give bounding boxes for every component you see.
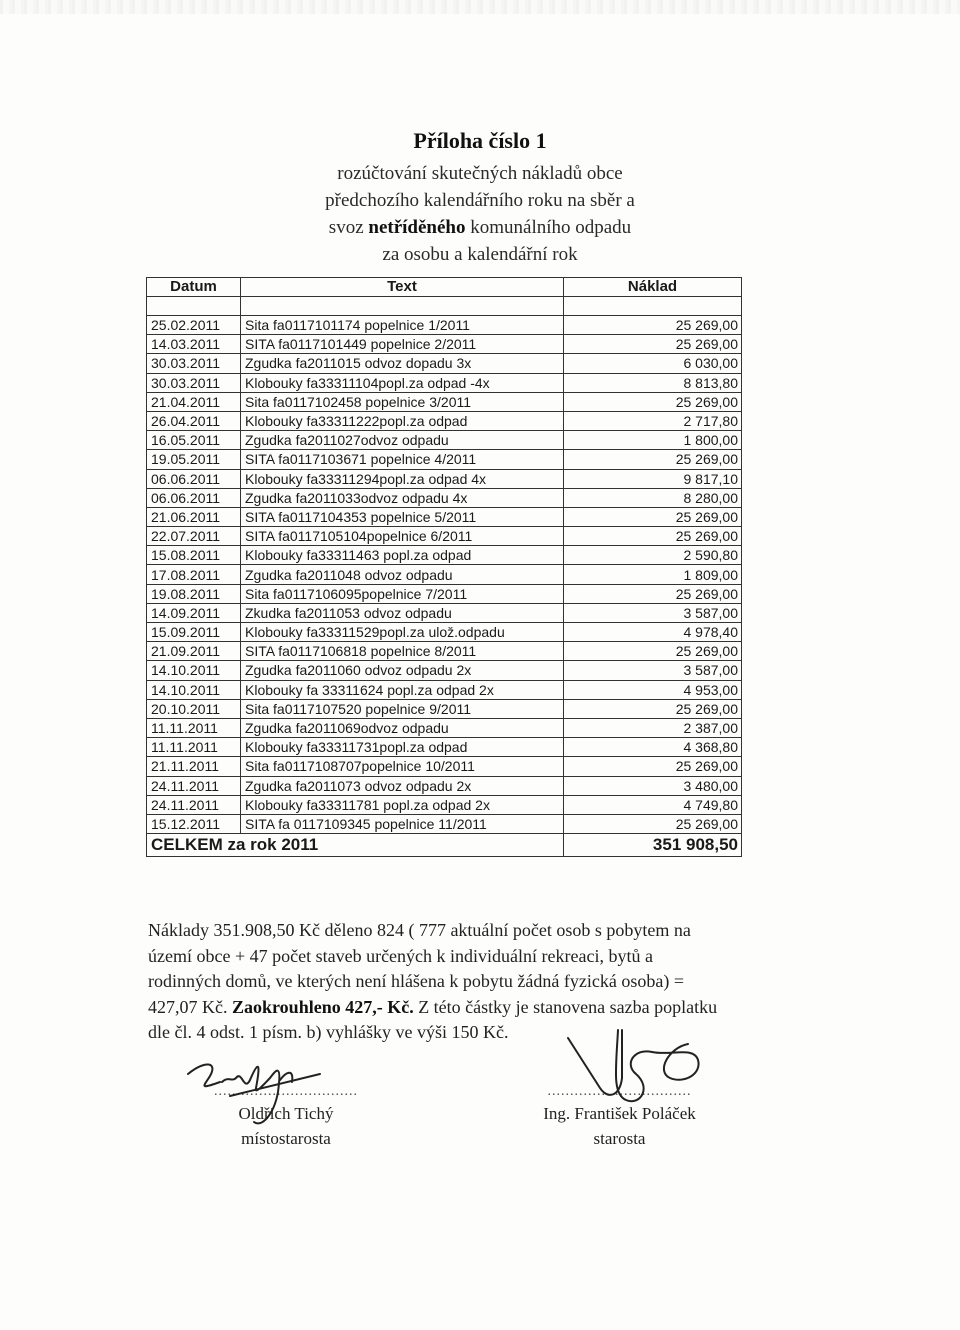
cell-text: Zgudka fa2011033odvoz odpadu 4x bbox=[241, 488, 564, 507]
cell-text: Klobouky fa33311222popl.za odpad bbox=[241, 411, 564, 430]
subtitle-line-4: za osobu a kalendářní rok bbox=[382, 244, 578, 265]
table-total-row bbox=[147, 834, 742, 857]
cell-text: SITA fa0117103671 popelnice 4/2011 bbox=[241, 450, 564, 469]
handwritten-signature-left bbox=[170, 1052, 340, 1132]
document-subtitle bbox=[150, 160, 810, 268]
cell-date: 22.07.2011 bbox=[147, 527, 241, 546]
cell-cost: 3 587,00 bbox=[564, 603, 742, 622]
cell-cost: 25 269,00 bbox=[564, 316, 742, 335]
cell-cost: 1 809,00 bbox=[564, 565, 742, 584]
cell-date: 30.03.2011 bbox=[147, 354, 241, 373]
table-row bbox=[147, 507, 742, 526]
cell-text: Klobouky fa33311294popl.za odpad 4x bbox=[241, 469, 564, 488]
cell-date: 06.06.2011 bbox=[147, 488, 241, 507]
cell-text: Klobouky fa 33311624 popl.za odpad 2x bbox=[241, 680, 564, 699]
table-row bbox=[147, 335, 742, 354]
handwritten-signature-right bbox=[560, 1008, 720, 1118]
cell-cost: 4 953,00 bbox=[564, 680, 742, 699]
cell-text: SITA fa0117104353 popelnice 5/2011 bbox=[241, 507, 564, 526]
cell-cost: 9 817,10 bbox=[564, 469, 742, 488]
table-row bbox=[147, 373, 742, 392]
table-row bbox=[147, 623, 742, 642]
cell-date: 14.03.2011 bbox=[147, 335, 241, 354]
signatory-role: starosta bbox=[593, 1129, 646, 1148]
cell-date: 20.10.2011 bbox=[147, 699, 241, 718]
table-row bbox=[147, 565, 742, 584]
signatory-name: Oldřich Tichý bbox=[238, 1104, 334, 1123]
cell-text: SITA fa0117106818 popelnice 8/2011 bbox=[241, 642, 564, 661]
cell-text: SITA fa0117101449 popelnice 2/2011 bbox=[241, 335, 564, 354]
cell-date: 25.02.2011 bbox=[147, 316, 241, 335]
cell-date: 11.11.2011 bbox=[147, 738, 241, 757]
cell-cost: 25 269,00 bbox=[564, 527, 742, 546]
table-row bbox=[147, 776, 742, 795]
cell-date: 14.09.2011 bbox=[147, 603, 241, 622]
cell-cost: 25 269,00 bbox=[564, 392, 742, 411]
table-row bbox=[147, 718, 742, 737]
table-header-row bbox=[147, 278, 742, 297]
table-row bbox=[147, 488, 742, 507]
cell-text: SITA fa 0117109345 popelnice 11/2011 bbox=[241, 814, 564, 833]
header-cost: Náklad bbox=[564, 278, 742, 297]
table-row bbox=[147, 699, 742, 718]
total-label: CELKEM za rok 2011 bbox=[147, 834, 564, 857]
cell-cost: 25 269,00 bbox=[564, 450, 742, 469]
scan-edge-noise bbox=[0, 0, 960, 14]
cell-date: 17.08.2011 bbox=[147, 565, 241, 584]
cell-cost: 25 269,00 bbox=[564, 814, 742, 833]
cell-text: Zgudka fa2011015 odvoz dopadu 3x bbox=[241, 354, 564, 373]
table-row bbox=[147, 392, 742, 411]
table-row bbox=[147, 431, 742, 450]
cell-date: 24.11.2011 bbox=[147, 795, 241, 814]
table-row bbox=[147, 469, 742, 488]
cell-text: Zgudka fa2011027odvoz odpadu bbox=[241, 431, 564, 450]
cell-text: Sita fa0117107520 popelnice 9/2011 bbox=[241, 699, 564, 718]
cell-text: Zgudka fa2011073 odvoz odpadu 2x bbox=[241, 776, 564, 795]
signatory-role: místostarosta bbox=[241, 1129, 331, 1148]
cell-date: 19.08.2011 bbox=[147, 584, 241, 603]
cell-text: Sita fa0117106095popelnice 7/2011 bbox=[241, 584, 564, 603]
cell-text: Zkudka fa2011053 odvoz odpadu bbox=[241, 603, 564, 622]
cell-cost: 4 368,80 bbox=[564, 738, 742, 757]
cell-cost: 6 030,00 bbox=[564, 354, 742, 373]
cell-date: 06.06.2011 bbox=[147, 469, 241, 488]
table-row bbox=[147, 316, 742, 335]
total-value: 351 908,50 bbox=[564, 834, 742, 857]
cost-explanation-paragraph: Náklady 351.908,50 Kč děleno 824 ( 777 aktuální počet osob s pobytem na území obce + 47 počet staveb určených k individuální rekreaci, bytů a rodinných domů, ve kterých není hlášena k pobytu žádná fyzická osoba) = 427,07 Kč. Zaokrouhleno 427,- Kč. Z této částky je stanovena sazba poplatku dle čl. 4 odst. 1 písm. b) vyhlášky ve výši 150 Kč. bbox=[148, 920, 718, 1042]
cell-date: 24.11.2011 bbox=[147, 776, 241, 795]
cell-cost: 3 587,00 bbox=[564, 661, 742, 680]
table-body bbox=[147, 297, 742, 834]
cell-date: 16.05.2011 bbox=[147, 431, 241, 450]
table-row bbox=[147, 757, 742, 776]
cell-cost: 25 269,00 bbox=[564, 699, 742, 718]
table-row bbox=[147, 603, 742, 622]
cell-cost: 4 978,40 bbox=[564, 623, 742, 642]
subtitle-emphasis: netříděného bbox=[368, 217, 466, 238]
cell-date: 21.11.2011 bbox=[147, 757, 241, 776]
cell-date: 14.10.2011 bbox=[147, 680, 241, 699]
cell-date: 19.05.2011 bbox=[147, 450, 241, 469]
table-row bbox=[147, 450, 742, 469]
cell-date: 15.08.2011 bbox=[147, 546, 241, 565]
cell-cost: 25 269,00 bbox=[564, 335, 742, 354]
cell-cost: 2 717,80 bbox=[564, 411, 742, 430]
table-row bbox=[147, 795, 742, 814]
cell-date: 21.04.2011 bbox=[147, 392, 241, 411]
signature-line: ................................ bbox=[214, 1084, 358, 1099]
cell-cost: 25 269,00 bbox=[564, 642, 742, 661]
cell-cost: 25 269,00 bbox=[564, 507, 742, 526]
cell-date: 15.09.2011 bbox=[147, 623, 241, 642]
subtitle-line-2: předchozího kalendářního roku na sběr a bbox=[325, 190, 635, 211]
cell-cost: 25 269,00 bbox=[564, 757, 742, 776]
table-row bbox=[147, 680, 742, 699]
table-row bbox=[147, 546, 742, 565]
cell-text: Sita fa0117108707popelnice 10/2011 bbox=[241, 757, 564, 776]
cell-text: Klobouky fa33311529popl.za ulož.odpadu bbox=[241, 623, 564, 642]
cell-cost: 1 800,00 bbox=[564, 431, 742, 450]
cell-text: Zgudka fa2011048 odvoz odpadu bbox=[241, 565, 564, 584]
cell-cost: 3 480,00 bbox=[564, 776, 742, 795]
cell-date: 15.12.2011 bbox=[147, 814, 241, 833]
cell-date: 21.06.2011 bbox=[147, 507, 241, 526]
subtitle-line-1: rozúčtování skutečných nákladů obce bbox=[337, 163, 623, 184]
cell-date: 30.03.2011 bbox=[147, 373, 241, 392]
rounded-amount: Zaokrouhleno 427,- Kč. bbox=[232, 996, 414, 1017]
costs-table bbox=[146, 277, 742, 857]
cell-text: Klobouky fa33311781 popl.za odpad 2x bbox=[241, 795, 564, 814]
cell-cost: 2 387,00 bbox=[564, 718, 742, 737]
table-row bbox=[147, 354, 742, 373]
table-row bbox=[147, 411, 742, 430]
table-row bbox=[147, 584, 742, 603]
cell-cost: 8 280,00 bbox=[564, 488, 742, 507]
table-row bbox=[147, 814, 742, 833]
cell-date: 14.10.2011 bbox=[147, 661, 241, 680]
table-row bbox=[147, 642, 742, 661]
cell-text: Sita fa0117102458 popelnice 3/2011 bbox=[241, 392, 564, 411]
table-spacer-row bbox=[147, 297, 742, 316]
table-row bbox=[147, 661, 742, 680]
cell-cost: 2 590,80 bbox=[564, 546, 742, 565]
cell-cost: 25 269,00 bbox=[564, 584, 742, 603]
document-title: Příloha číslo 1 bbox=[413, 128, 547, 153]
signatory-name: Ing. František Poláček bbox=[543, 1104, 696, 1123]
subtitle-line-3: svoz netříděného komunálního odpadu bbox=[328, 217, 632, 238]
cell-text: Sita fa0117101174 popelnice 1/2011 bbox=[241, 316, 564, 335]
cell-text: Zgudka fa2011069odvoz odpadu bbox=[241, 718, 564, 737]
table-row bbox=[147, 738, 742, 757]
cell-cost: 4 749,80 bbox=[564, 795, 742, 814]
cell-cost: 8 813,80 bbox=[564, 373, 742, 392]
cell-date: 11.11.2011 bbox=[147, 718, 241, 737]
cell-text: Zgudka fa2011060 odvoz odpadu 2x bbox=[241, 661, 564, 680]
cell-date: 26.04.2011 bbox=[147, 411, 241, 430]
header-date: Datum bbox=[147, 278, 241, 297]
table-row bbox=[147, 527, 742, 546]
signature-line: ................................ bbox=[547, 1084, 692, 1099]
cell-date: 21.09.2011 bbox=[147, 642, 241, 661]
header-text: Text bbox=[241, 278, 564, 297]
cell-text: Klobouky fa33311104popl.za odpad -4x bbox=[241, 373, 564, 392]
cell-text: Klobouky fa33311463 popl.za odpad bbox=[241, 546, 564, 565]
cell-text: SITA fa0117105104popelnice 6/2011 bbox=[241, 527, 564, 546]
cell-text: Klobouky fa33311731popl.za odpad bbox=[241, 738, 564, 757]
